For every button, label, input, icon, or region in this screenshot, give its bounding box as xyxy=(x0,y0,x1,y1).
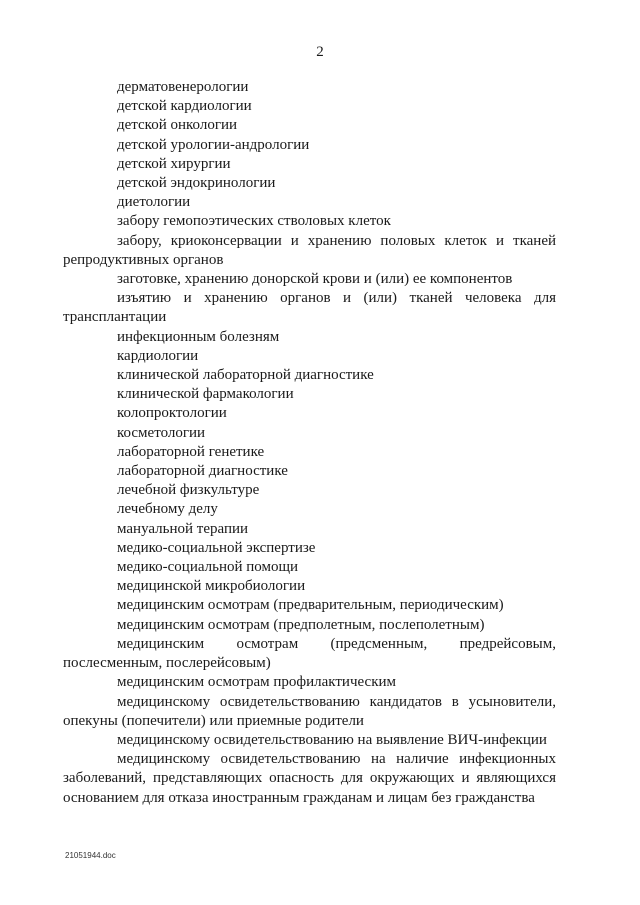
list-item: детской кардиологии xyxy=(117,98,252,115)
list-item: косметологии xyxy=(117,424,206,441)
file-name-footer: 21051944.doc xyxy=(65,851,116,860)
document-body xyxy=(63,78,556,808)
list-item: медико-социальной помощи xyxy=(117,559,299,576)
list-item: медицинским осмотрам профилактическим xyxy=(117,674,397,691)
list-item: медицинским осмотрам (предварительным, периодическим) xyxy=(117,597,504,614)
list-item: детской хирургии xyxy=(117,155,231,172)
list-item: детской эндокринологии xyxy=(117,175,276,192)
list-item: колопроктологии xyxy=(117,405,227,422)
list-item: медицинскому освидетельствованию кандидатов в усыновители, опекуны (попечители) или приемные родители xyxy=(63,693,556,729)
list-item: дерматовенерологии xyxy=(117,79,249,95)
list-item: медицинским осмотрам (предсменным, предрейсовым, послесменным, послерейсовым) xyxy=(63,635,556,672)
list-item: медицинскому освидетельствованию на наличие инфекционных заболеваний, представляющих опасность для окружающих и являющихся основанием для отказа иностранным гражданам и лицам без гражданства xyxy=(63,751,556,806)
list-item: забору, криоконсервации и хранению половых клеток и тканей репродуктивных органов xyxy=(63,232,556,268)
list-item: медицинскому освидетельствованию на выявление ВИЧ-инфекции xyxy=(117,731,547,748)
list-item: медицинской микробиологии xyxy=(117,578,306,595)
list-item: медико-социальной экспертизе xyxy=(117,539,316,556)
list-item: лечебной физкультуре xyxy=(117,482,260,499)
list-item: детской урологии-андрологии xyxy=(117,136,310,153)
list-item: клинической фармакологии xyxy=(117,386,294,403)
list-item: лечебному делу xyxy=(117,501,218,518)
list-item: заготовке, хранению донорской крови и (или) ее компонентов xyxy=(117,271,513,288)
list-item: медицинским осмотрам (предполетным, послеполетным) xyxy=(117,616,485,633)
list-item: мануальной терапии xyxy=(117,520,249,537)
list-item: инфекционным болезням xyxy=(117,328,280,345)
list-item: клинической лабораторной диагностике xyxy=(117,367,374,384)
list-item: забору гемопоэтических стволовых клеток xyxy=(117,213,391,230)
list-item: лабораторной диагностике xyxy=(117,463,288,480)
list-item: лабораторной генетике xyxy=(117,443,265,460)
list-item: кардиологии xyxy=(117,347,199,364)
page-number: 2 xyxy=(316,44,324,60)
list-item: детской онкологии xyxy=(117,117,238,134)
list-item: диетологии xyxy=(117,194,191,211)
list-item: изъятию и хранению органов и (или) тканей человека для трансплантации xyxy=(63,290,556,326)
